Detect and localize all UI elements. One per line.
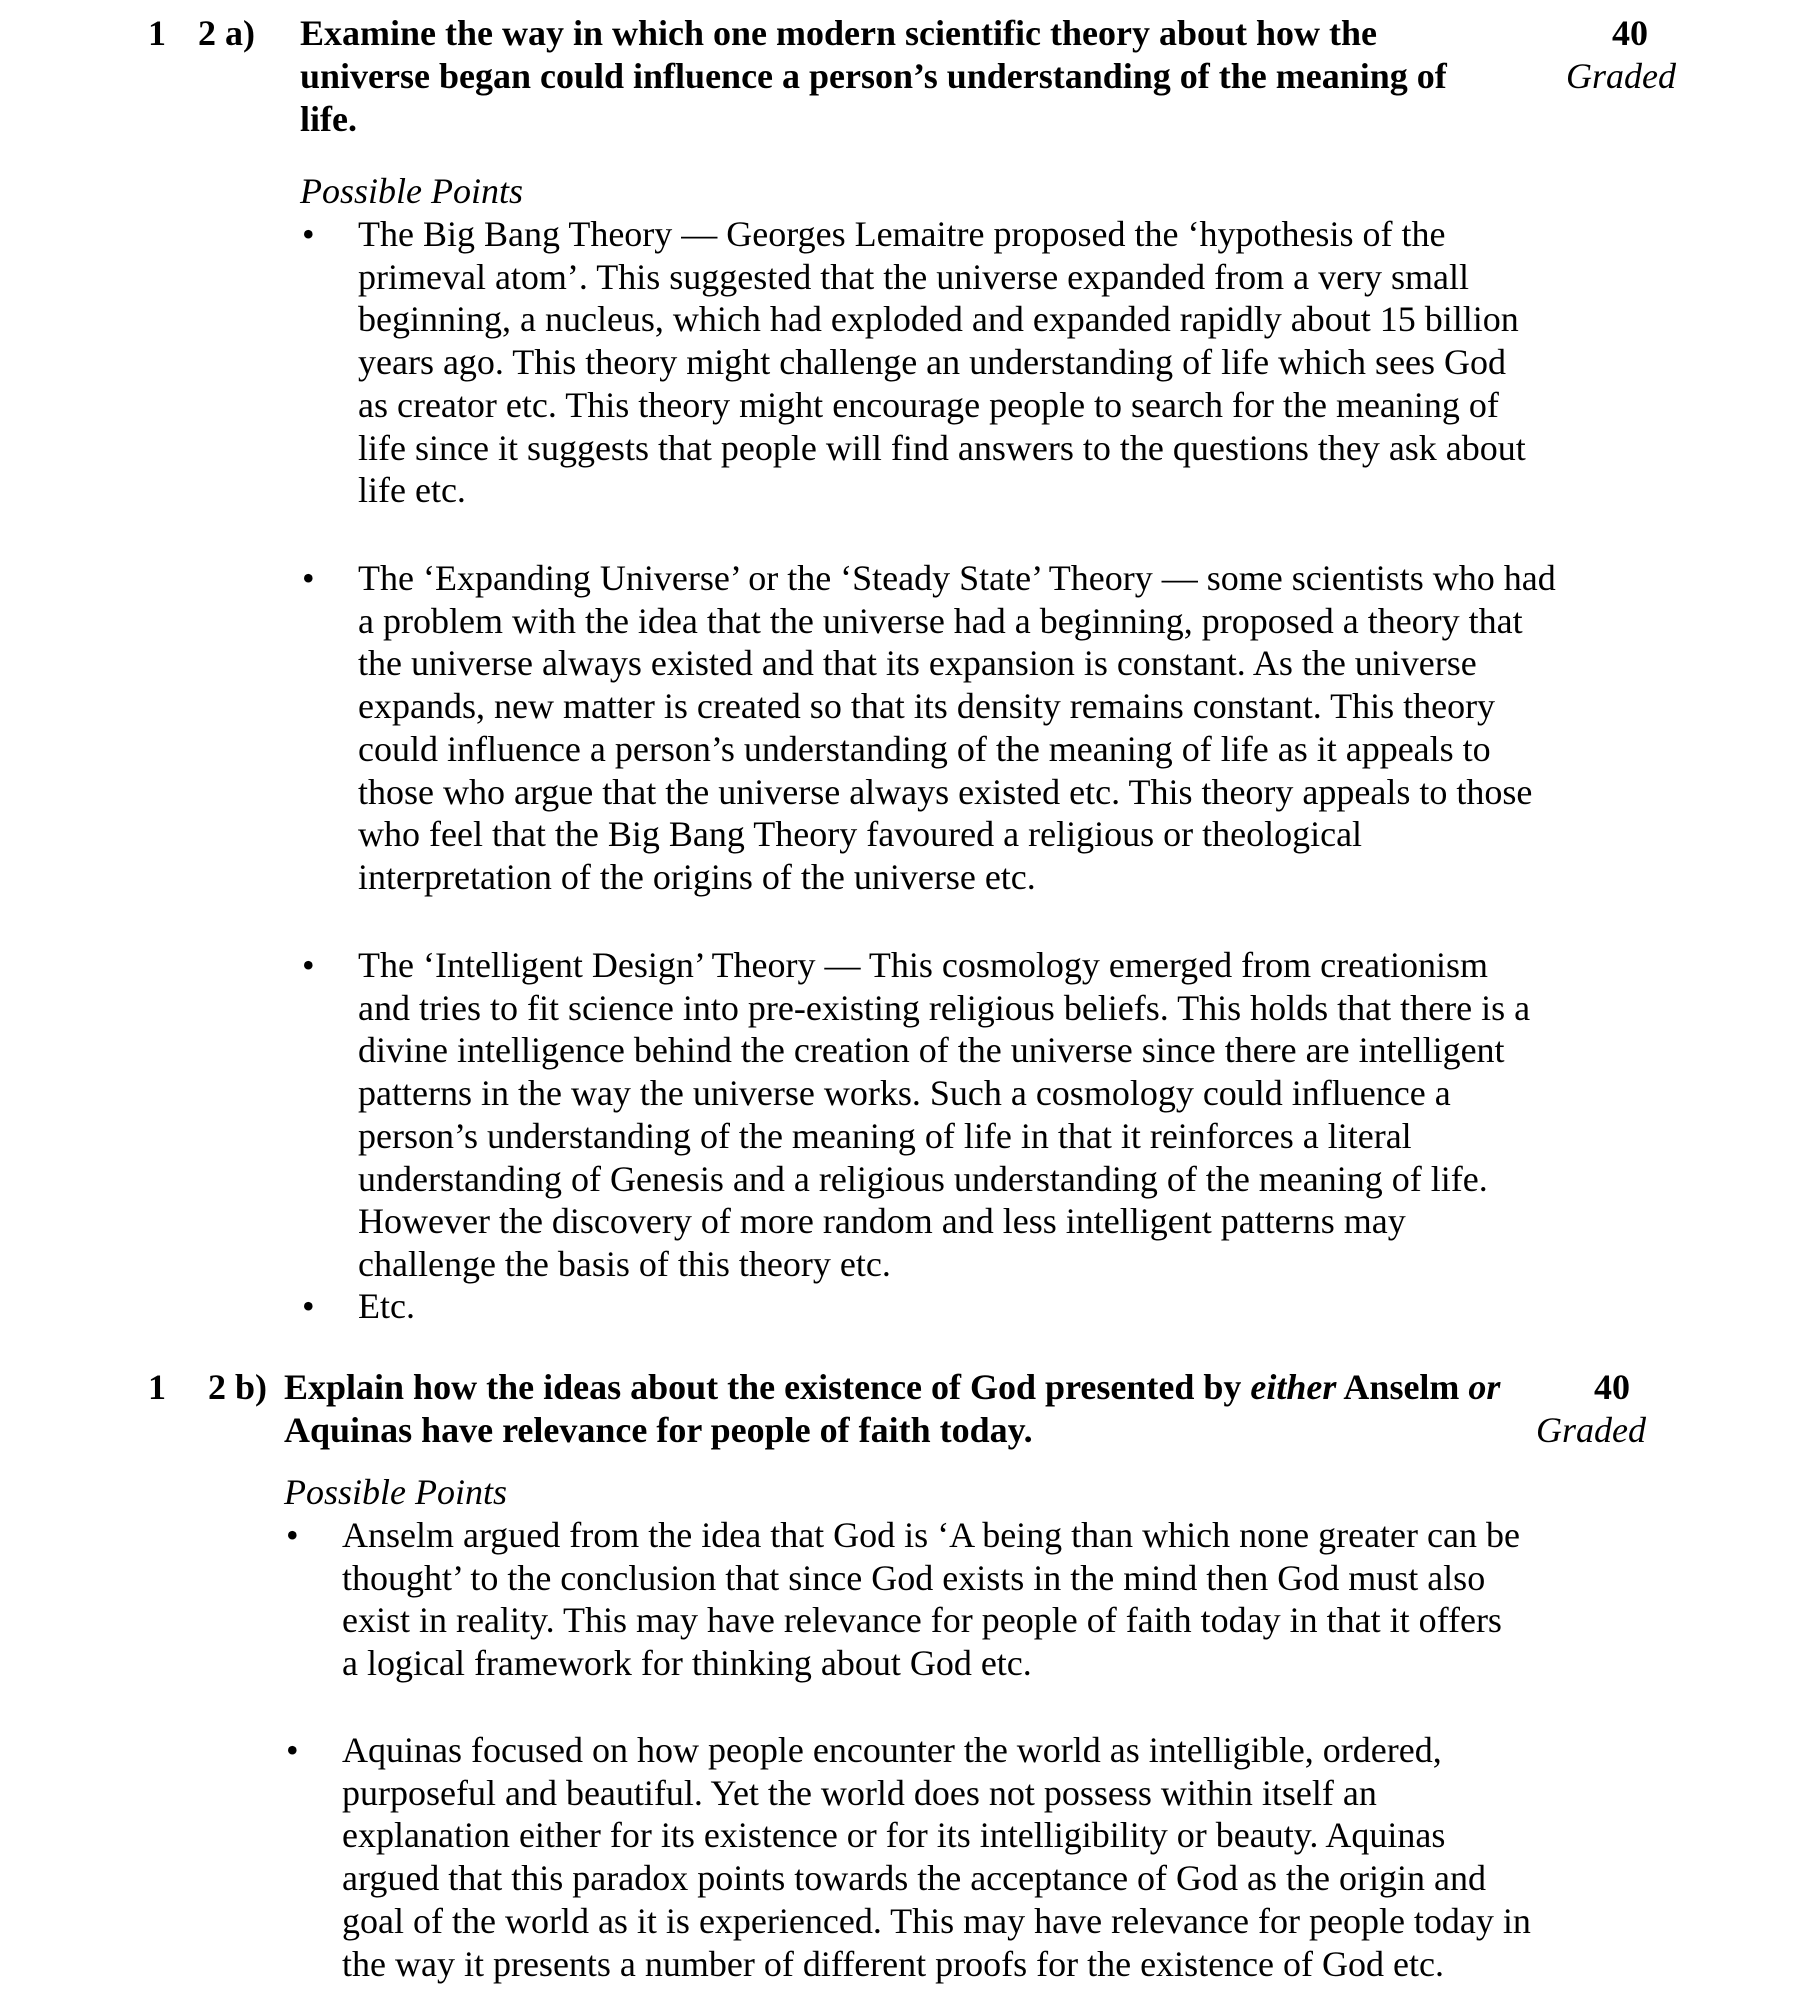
marks-value: 40: [1612, 13, 1648, 53]
marks-type: Graded: [1566, 56, 1676, 96]
point-text: Anselm argued from the idea that God is ‘A being than which none greater can be thought’ to the conclusion that since God exists in the mind then God must also exist in reality. This may have relevance for people of faith today in that it offers a logical framework for thinking about God etc.: [342, 1515, 1520, 1684]
point-text: The ‘Intelligent Design’ Theory — This cosmology emerged from creationism and tries to fit science into pre-existing religious beliefs. This holds that there is a divine intelligence behind the creation of the universe since there are intelligent patterns in the way the universe works. Such a cosmology could influence a person’s understanding of the meaning of life in that it reinforces a literal understanding of Genesis and a religious understanding of the meaning of life. However the discovery of more random and less intelligent patterns may challenge the basis of this theory etc.: [358, 945, 1531, 1284]
list-item: [286, 1729, 1546, 1999]
point-text: Etc.: [358, 1286, 415, 1326]
possible-points-heading: Possible Points: [284, 1472, 507, 1512]
bullet-icon: •: [302, 945, 315, 985]
question-part-label: 2 a): [198, 13, 255, 53]
title-text: Aquinas have relevance for people of faith today.: [284, 1410, 1033, 1450]
title-emphasis: either: [1250, 1367, 1337, 1407]
title-text: Anselm: [1336, 1367, 1469, 1407]
bullet-icon: •: [286, 1730, 299, 1770]
list-item: [302, 557, 1562, 907]
marks-type: Graded: [1536, 1410, 1646, 1450]
list-item: [286, 1514, 1546, 1694]
marks-value: 40: [1594, 1367, 1630, 1407]
possible-points-heading: Possible Points: [300, 171, 523, 211]
question-part-label: 2 b): [208, 1367, 268, 1407]
title-emphasis: or: [1468, 1367, 1501, 1407]
title-text: Explain how the ideas about the existence of God presented by: [284, 1367, 1251, 1407]
list-item: [302, 213, 1562, 513]
question-number: 1: [148, 13, 166, 53]
question-number: 1: [148, 1367, 166, 1407]
question-title: [284, 1366, 1544, 1452]
point-text: The Big Bang Theory — Georges Lemaitre proposed the ‘hypothesis of the primeval atom’. This suggested that the universe expanded from a very small beginning, a nucleus, which had exploded and expanded rapidly about 15 billion years ago. This theory might challenge an understanding of life which sees God as creator etc. This theory might encourage people to search for the meaning of life since it suggests that people will find answers to the questions they ask about life etc.: [358, 214, 1526, 511]
bullet-icon: •: [302, 1286, 315, 1326]
point-text: Aquinas focused on how people encounter the world as intelligible, ordered, purposeful and beautiful. Yet the world does not possess within itself an explanation either for its existence or for its intelligibility or beauty. Aquinas argued that this paradox points towards the acceptance of God as the origin and goal of the world as it is experienced. This may have relevance for people today in the way it presents a number of different proofs for the existence of God etc.: [342, 1730, 1531, 1984]
bullet-icon: •: [286, 1515, 299, 1555]
bullet-icon: •: [302, 558, 315, 598]
point-text: The ‘Expanding Universe’ or the ‘Steady State’ Theory — some scientists who had a problem with the idea that the universe had a beginning, proposed a theory that the universe always existed and that its expansion is constant. As the universe expands, new matter is created so that its density remains constant. This theory could influence a person’s understanding of the meaning of life as it appeals to those who argue that the universe always existed etc. This theory appeals to those who feel that the Big Bang Theory favoured a religious or theological interpretation of the origins of the universe etc.: [358, 558, 1556, 897]
question-title: Examine the way in which one modern scientific theory about how the universe began could influence a person’s understanding of the meaning of life.: [300, 13, 1447, 139]
list-item: [302, 944, 1562, 1294]
bullet-icon: •: [302, 214, 315, 254]
list-item: [302, 1285, 702, 1330]
